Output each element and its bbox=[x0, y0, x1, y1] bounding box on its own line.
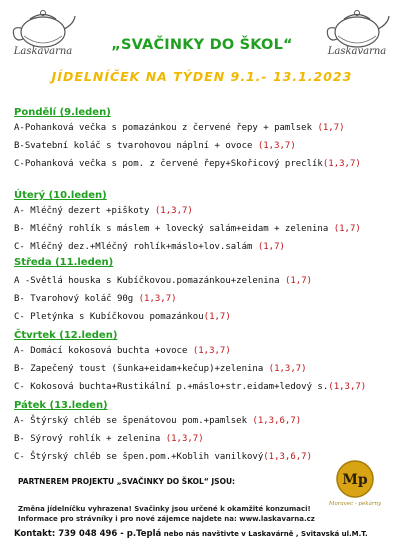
day-section bbox=[14, 329, 398, 396]
partner-text: PARTNEREM PROJEKTU „SVAČINKY DO ŠKOL“ JSOU: bbox=[18, 477, 236, 486]
menu-item bbox=[14, 137, 398, 155]
menu-item bbox=[14, 202, 398, 220]
day-section bbox=[14, 189, 398, 256]
allergens: (1,3,7) bbox=[268, 364, 307, 374]
item-text: B- Mléčný rohlík s máslem + lovecký salám+eidam + zelenina bbox=[14, 224, 334, 234]
menu-item bbox=[14, 290, 398, 308]
item-text: B- Tvarohový koláč 90g bbox=[14, 294, 139, 304]
allergens: (1,3,6,7) bbox=[263, 452, 313, 462]
day-title: Úterý (10.leden) bbox=[14, 190, 107, 201]
allergens: (1,3,7) bbox=[165, 434, 204, 444]
item-text: C- Štýrský chléb se špen.pom.+Koblih vanilkový bbox=[14, 452, 264, 462]
brand-text: Laskavarna bbox=[327, 46, 387, 57]
allergens: (1,3,7) bbox=[257, 141, 296, 151]
page-title: „SVAČINKY DO ŠKOL“ bbox=[111, 37, 293, 53]
menu-item bbox=[14, 430, 398, 448]
contact-line bbox=[14, 529, 368, 539]
menu-item bbox=[14, 378, 398, 396]
item-text: B- Sýrový rohlík + zelenina bbox=[14, 434, 166, 444]
item-text: A- Štýrský chléb se špenátovou pom.+pamlsek bbox=[14, 416, 253, 426]
moravec-logo bbox=[335, 459, 375, 499]
mp-initials: Mp bbox=[342, 472, 368, 488]
allergens: (1,3,7) bbox=[154, 206, 193, 216]
item-text: C-Pohanková večka s pom. z červené řepy+Skořicový preclík bbox=[14, 159, 323, 169]
item-text: A- Mléčný dezert +piškoty bbox=[14, 206, 155, 216]
day-title: Čtvrtek (12.leden) bbox=[14, 330, 118, 341]
footer-notes bbox=[18, 504, 398, 524]
day-title: Středa (11.leden) bbox=[14, 257, 114, 268]
item-text: A- Domácí kokosová buchta +ovoce bbox=[14, 346, 193, 356]
menu-item bbox=[14, 272, 398, 290]
allergens: (1,3,7) bbox=[138, 294, 177, 304]
weekly-menu bbox=[14, 106, 398, 466]
contact-phone: Kontakt: 739 048 496 - p.Teplá bbox=[14, 529, 162, 539]
item-text: B- Zapečený toust (šunka+eidam+kečup)+zelenina bbox=[14, 364, 269, 374]
contact-address: nebo nás navštivte v Laskavárně , Svitavská ul.M.T. bbox=[161, 530, 368, 538]
allergens: (1,7) bbox=[284, 276, 313, 286]
brand-text: Laskavarna bbox=[13, 46, 73, 57]
menu-item bbox=[14, 238, 398, 256]
menu-item bbox=[14, 119, 398, 137]
menu-item bbox=[14, 342, 398, 360]
item-text: A -Světlá houska s Kubíčkovou.pomazánkou+zelenina bbox=[14, 276, 285, 286]
allergens: (1,7) bbox=[333, 224, 361, 234]
mp-caption: Moravec - pekárny bbox=[328, 501, 382, 507]
allergens: (1,3,6,7) bbox=[252, 416, 302, 426]
day-title: Pátek (13.leden) bbox=[14, 400, 108, 411]
item-text: C- Mléčný dez.+Mléčný rohlík+máslo+lov.salám bbox=[14, 242, 258, 252]
menu-item bbox=[14, 360, 398, 378]
day-section bbox=[14, 106, 398, 173]
menu-item bbox=[14, 412, 398, 430]
allergens: (1,3,7) bbox=[192, 346, 231, 356]
allergens: (1,7) bbox=[203, 312, 231, 322]
day-section bbox=[14, 256, 398, 326]
day-title: Pondělí (9.leden) bbox=[14, 107, 111, 118]
menu-item bbox=[14, 220, 398, 238]
menu-item bbox=[14, 155, 398, 173]
footer-line: Změna jídelníčku vyhrazena! Svačinky jsou určené k okamžité konzumaci! bbox=[18, 505, 311, 513]
week-subtitle: JÍDELNÍČEK NA TÝDEN 9.1.- 13.1.2023 bbox=[51, 69, 353, 84]
allergens: (1,3,7) bbox=[328, 382, 367, 392]
allergens: (1,7) bbox=[257, 242, 285, 252]
item-text: A-Pohanková večka s pomazánkou z červené řepy + pamlsek bbox=[14, 123, 318, 133]
day-section bbox=[14, 399, 398, 466]
item-text: C- Kokosová buchta+Rustikální p.+máslo+str.eidam+ledový s. bbox=[14, 382, 329, 392]
footer-line: Informace pro strávníky i pro nové zájemce najdete na: www.laskavarna.cz bbox=[18, 515, 315, 523]
mp-logo-icon bbox=[335, 459, 375, 499]
allergens: (1,7) bbox=[317, 123, 345, 133]
item-text: C- Pletýnka s Kubíčkovou pomazánkou bbox=[14, 312, 204, 322]
item-text: B-Svatební koláč s tvarohovou náplní + ovoce bbox=[14, 141, 258, 151]
allergens: (1,3,7) bbox=[322, 159, 361, 169]
menu-item bbox=[14, 308, 398, 326]
